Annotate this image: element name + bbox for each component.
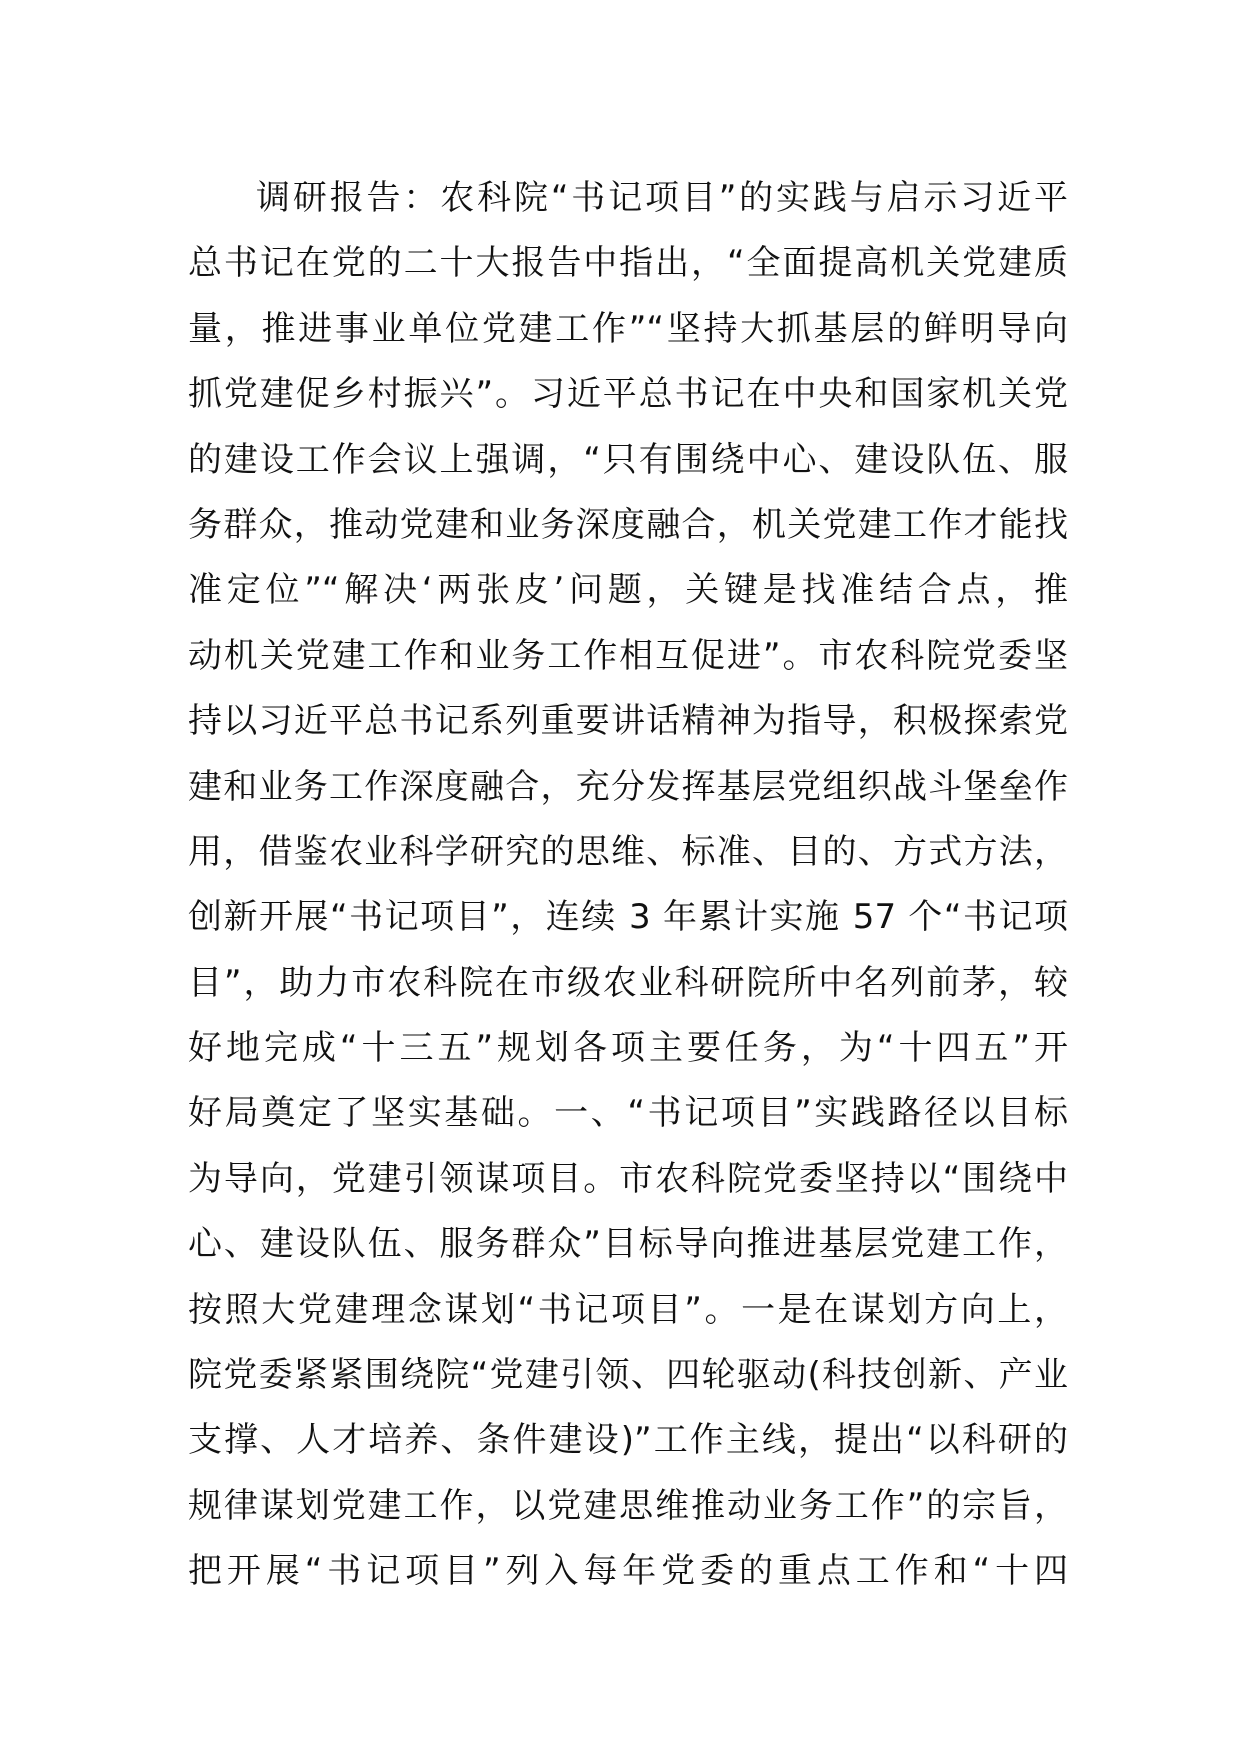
paragraph-line: 创新开展“书记项目”，连续 3 年累计实施 57 个“书记项 (188, 897, 1068, 938)
paragraph-line: 总书记在党的二十大报告中指出，“全面提高机关党建质 (188, 243, 1068, 284)
paragraph-line: 按照大党建理念谋划“书记项目”。一是在谋划方向上， (188, 1289, 1068, 1330)
paragraph-line: 支撑、人才培养、条件建设)”工作主线，提出“以科研的 (188, 1420, 1068, 1461)
paragraph-line: 规律谋划党建工作，以党建思维推动业务工作”的宗旨， (188, 1485, 1068, 1526)
paragraph-line: 用，借鉴农业科学研究的思维、标准、目的、方式方法， (188, 831, 1068, 872)
paragraph-line: 目”，助力市农科院在市级农业科研院所中名列前茅，较 (188, 962, 1068, 1003)
paragraph-line: 务群众，推动党建和业务深度融合，机关党建工作才能找 (188, 504, 1068, 545)
body-paragraph (188, 166, 1068, 1605)
paragraph-line: 准定位”“解决‘两张皮’问题，关键是找准结合点，推 (188, 570, 1068, 611)
paragraph-line: 好地完成“十三五”规划各项主要任务，为“十四五”开 (188, 1028, 1068, 1069)
paragraph-line: 动机关党建工作和业务工作相互促进”。市农科院党委坚 (188, 635, 1068, 676)
paragraph-line: 持以习近平总书记系列重要讲话精神为指导，积极探索党 (188, 701, 1068, 742)
paragraph-line: 把开展“书记项目”列入每年党委的重点工作和“十四 (188, 1551, 1068, 1592)
paragraph-line: 的建设工作会议上强调，“只有围绕中心、建设队伍、服 (188, 439, 1068, 480)
paragraph-line: 为导向，党建引领谋项目。市农科院党委坚持以“围绕中 (188, 1158, 1068, 1199)
paragraph-line: 抓党建促乡村振兴”。习近平总书记在中央和国家机关党 (188, 374, 1068, 415)
paragraph-line: 量，推进事业单位党建工作”“坚持大抓基层的鲜明导向 (188, 308, 1068, 349)
paragraph-line: 建和业务工作深度融合，充分发挥基层党组织战斗堡垒作 (188, 766, 1068, 807)
paragraph-line: 院党委紧紧围绕院“党建引领、四轮驱动(科技创新、产业 (188, 1355, 1068, 1396)
paragraph-line: 心、建设队伍、服务群众”目标导向推进基层党建工作， (188, 1224, 1068, 1265)
paragraph-line: 调研报告：农科院“书记项目”的实践与启示习近平 (256, 178, 1068, 218)
paragraph-line: 好局奠定了坚实基础。一、“书记项目”实践路径以目标 (188, 1093, 1068, 1134)
